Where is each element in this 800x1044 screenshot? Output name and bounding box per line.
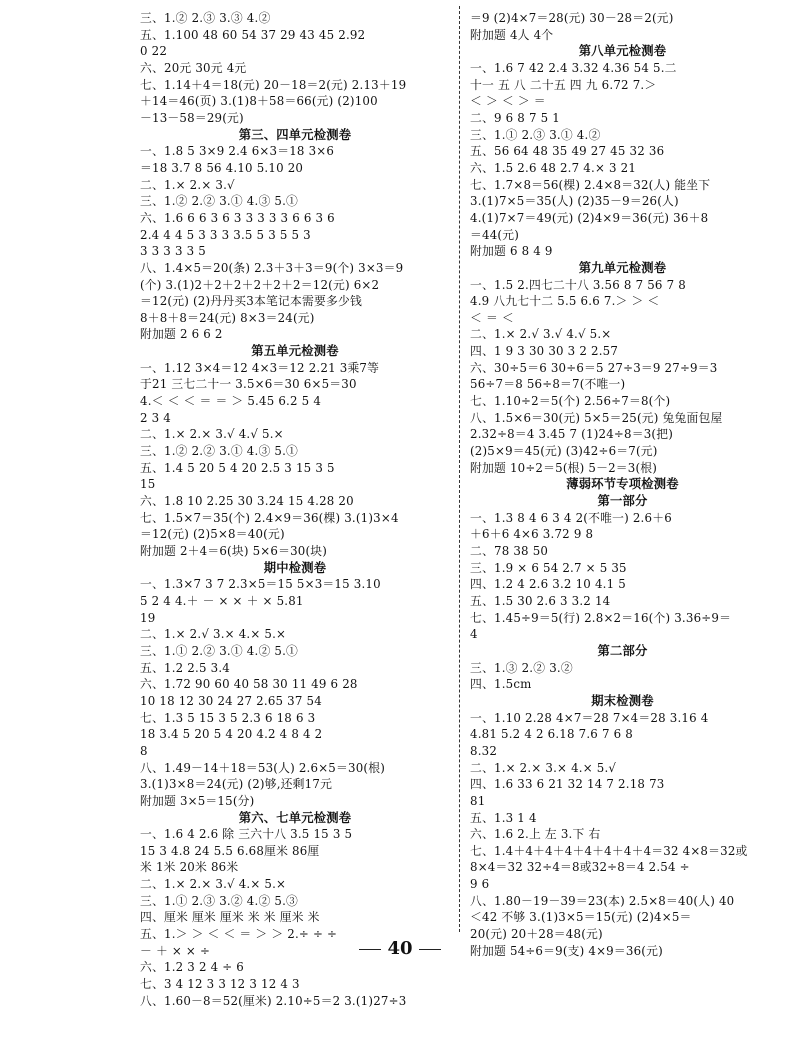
page-number-dash-left: [359, 949, 381, 950]
answer-line: 六、30÷5＝6 30÷6＝5 27÷3＝9 27÷9＝3: [470, 360, 718, 375]
answer-line: 三、1.① 2.② 3.① 4.② 5.①: [140, 643, 299, 658]
answer-line: 二、1.× 2.× 3.× 4.× 5.√: [470, 760, 617, 775]
section-title: 第一部分: [597, 494, 648, 509]
answer-line: 附加题 3×5＝15(分): [140, 793, 255, 808]
answer-line: 10 18 12 30 24 27 2.65 37 54: [140, 693, 322, 708]
answer-line: 20(元) 20＋28＝48(元): [470, 927, 603, 942]
section-title: 第二部分: [597, 643, 648, 658]
answer-line: ＋6＋6 4×6 3.72 9 8: [470, 527, 594, 542]
answer-line: 五、1.2 2.5 3.4: [140, 660, 230, 675]
answer-line: － ＋ × × ÷: [140, 943, 211, 958]
answer-line: 五、56 64 48 35 49 27 45 32 36: [470, 144, 665, 159]
section-title: 第八单元检测卷: [578, 44, 667, 59]
answer-line: 一、1.3×7 3 7 2.3×5＝15 5×3＝15 3.10: [140, 577, 381, 592]
section-title: 第五单元检测卷: [251, 344, 339, 359]
section-title: 薄弱环节专项检测卷: [566, 477, 679, 492]
answer-line: 二、1.× 2.× 3.√ 4.√ 5.×: [140, 427, 284, 442]
answer-line: 四、厘米 厘米 厘米 米 米 厘米 米: [140, 910, 320, 925]
answer-line: 五、1.100 48 60 54 37 29 43 45 2.92: [140, 27, 366, 42]
answer-line: 八、1.80－19－39＝23(本) 2.5×8＝40(人) 40: [470, 893, 735, 908]
answer-line: 81: [470, 793, 486, 808]
section-title: 第九单元检测卷: [578, 260, 667, 275]
section-title: 第六、七单元检测卷: [238, 810, 352, 825]
answer-line: 一、1.10 2.28 4×7＝28 7×4＝28 3.16 4: [470, 710, 709, 725]
answer-line: 六、20元 30元 4元: [140, 60, 247, 75]
answer-line: 3 3 3 3 3 5: [140, 244, 206, 259]
answer-line: 15 3 4.8 24 5.5 6.68厘米 86厘: [140, 843, 320, 858]
answer-line: 五、1.5 30 2.6 3 3.2 14: [470, 593, 611, 608]
answer-line: 一、1.3 8 4 6 3 4 2(不唯一) 2.6＋6: [470, 510, 672, 525]
answer-line: 二、1.× 2.× 3.√ 4.× 5.×: [140, 877, 287, 892]
answer-line: (2)5×9＝45(元) (3)42÷6＝7(元): [470, 444, 658, 459]
page-number-dash-right: [419, 949, 441, 950]
answer-line: 2.4 4 4 5 3 3 3 3.5 5 3 5 5 3: [140, 227, 311, 242]
answer-line: 七、1.10÷2＝5(个) 2.56÷7＝8(个): [470, 394, 671, 409]
answer-line: 18 3.4 5 20 5 4 20 4.2 4 8 4 2: [140, 727, 323, 742]
answer-line: (个) 3.(1)2＋2＋2＋2＋2＋2＝12(元) 6×2: [140, 277, 380, 292]
answer-line: 2.32÷8＝4 3.45 7 (1)24÷8＝3(把): [470, 427, 673, 442]
left-column: [140, 10, 450, 1009]
answer-line: 七、1.45÷9＝5(行) 2.8×2＝16(个) 3.36÷9＝: [470, 610, 732, 625]
answer-line: 8.32: [470, 743, 498, 758]
answer-line: 一、1.6 4 2.6 除 三六十八 3.5 15 3 5: [140, 827, 353, 842]
answer-line: ＝9 (2)4×7＝28(元) 30－28＝2(元): [470, 11, 674, 25]
answer-line: 5 2 4 4.＋ － × × ＋ × 5.81: [140, 593, 304, 608]
answer-line: 15: [140, 477, 156, 492]
answer-line: 4.(1)7×7＝49(元) (2)4×9＝36(元) 36＋8: [470, 210, 709, 225]
answer-line: 附加题 2＋4＝6(块) 5×6＝30(块): [140, 544, 328, 558]
answer-line: 三、1.③ 2.② 3.②: [470, 660, 573, 675]
answer-line: 七、3 4 12 3 3 12 3 12 4 3: [140, 977, 300, 992]
answer-line: 一、1.12 3×4＝12 4×3＝12 2.21 3乘7等: [140, 360, 380, 375]
answer-line: 附加题 2 6 6 2: [140, 327, 223, 342]
answer-line: 8＋8＋8＝24(元) 8×3＝24(元): [140, 310, 315, 325]
answer-line: 五、1.3 1 4: [470, 810, 537, 825]
answer-line: 八、1.5×6＝30(元) 5×5＝25(元) 兔兔面包屋: [470, 410, 723, 425]
answer-line: 一、1.5 2.四七二十八 3.56 8 7 56 7 8: [470, 277, 686, 292]
answer-line: 56÷7＝8 56÷8＝7(不唯一): [470, 377, 626, 392]
answer-line: 六、1.5 2.6 48 2.7 4.× 3 21: [470, 160, 637, 175]
answer-line: 六、1.6 6 6 3 6 3 3 3 3 3 6 6 3 6: [140, 210, 335, 225]
answer-line: ＜ ＞ ＜ ＞ ＝: [470, 94, 546, 109]
answer-line: 四、1.5cm: [470, 677, 532, 692]
answer-line: 五、1.＞ ＞ ＜ ＜ ＝ ＞ ＞ 2.÷ ÷ ÷: [140, 927, 338, 942]
answer-line: 附加题 54÷6＝9(支) 4×9＝36(元): [470, 943, 663, 958]
answer-line: ＝18 3.7 8 56 4.10 5.10 20: [140, 160, 304, 175]
answer-line: ＝12(元) (2)5×8＝40(元): [140, 527, 285, 542]
answer-line: 六、1.6 2.上 左 3.下 右: [470, 827, 601, 842]
section-title: 第三、四单元检测卷: [238, 127, 352, 142]
column-divider: [459, 6, 460, 932]
answer-line: 六、1.8 10 2.25 30 3.24 15 4.28 20: [140, 494, 354, 509]
answer-line: 3.(1)3×8＝24(元) (2)够,还剩17元: [140, 777, 333, 792]
answer-line: 四、1.6 33 6 21 32 14 7 2.18 73: [470, 777, 665, 792]
answer-line: 4: [470, 627, 478, 642]
answer-line: 19: [140, 610, 156, 625]
answer-line: 八、1.4×5＝20(条) 2.3＋3＋3＝9(个) 3×3＝9: [140, 260, 404, 275]
answer-line: ＝12(元) (2)丹丹买3本笔记本需要多少钱: [140, 294, 362, 309]
right-column: [470, 10, 775, 959]
answer-line: 三、1.② 2.② 3.① 4.③ 5.①: [140, 444, 299, 459]
answer-line: 八、1.60－8＝52(厘米) 2.10÷5＝2 3.(1)27÷3: [140, 993, 407, 1008]
answer-line: 七、1.7×8＝56(棵) 2.4×8＝32(人) 能坐下: [470, 177, 711, 192]
answer-line: 4.＜ ＜ ＜ ＝ ＝ ＞ 5.45 6.2 5 4: [140, 394, 322, 409]
answer-line: 8×4＝32 32÷4＝8或32÷8＝4 2.54 ÷: [470, 860, 690, 875]
answer-line: 3.(1)7×5＝35(人) (2)35－9＝26(人): [470, 194, 679, 209]
answer-line: 四、1.2 4 2.6 3.2 10 4.1 5: [470, 577, 626, 592]
answer-line: 四、1 9 3 30 30 3 2 2.57: [470, 344, 619, 359]
answer-line: 三、1.9 × 6 54 2.7 × 5 35: [470, 560, 627, 575]
answer-line: 三、1.② 2.③ 3.③ 4.②: [140, 11, 271, 25]
answer-line: 9 6: [470, 877, 490, 892]
answer-line: 一、1.6 7 42 2.4 3.32 4.36 54 5.二: [470, 60, 677, 75]
answer-line: 一、1.8 5 3×9 2.4 6×3＝18 3×6: [140, 144, 335, 159]
section-title: 期中检测卷: [263, 560, 327, 575]
answer-line: 六、1.2 3 2 4 ÷ 6: [140, 960, 245, 975]
answer-line: 七、1.5×7＝35(个) 2.4×9＝36(棵) 3.(1)3×4: [140, 510, 399, 525]
answer-line: 4.9 八九七十二 5.5 6.6 7.＞ ＞ ＜: [470, 294, 660, 309]
answer-line: 2 3 4: [140, 410, 172, 425]
answer-line: 七、1.4＋4＋4＋4＋4＋4＋4＋4＝32 4×8＝32或: [470, 843, 748, 858]
answer-line: ＜42 不够 3.(1)3×5＝15(元) (2)4×5＝: [470, 910, 692, 925]
answer-line: 附加题 6 8 4 9: [470, 244, 553, 259]
answer-line: ＜ ＝ ＜: [470, 310, 514, 325]
answer-line: －13－58＝29(元): [140, 110, 244, 125]
answer-line: 二、9 6 8 7 5 1: [470, 110, 560, 125]
answer-line: 附加题 4人 4个: [470, 27, 554, 42]
page-number: [0, 938, 800, 959]
answer-line: 二、1.× 2.√ 3.√ 4.√ 5.×: [470, 327, 612, 342]
page-number-text: 40: [387, 938, 413, 959]
answer-line: 二、78 38 50: [470, 544, 549, 558]
section-title: 期末检测卷: [591, 693, 654, 708]
answer-line: 0 22: [140, 44, 168, 59]
answer-line: 4.81 5.2 4 2 6.18 7.6 7 6 8: [470, 727, 633, 742]
answer-line: ＝44(元): [470, 227, 520, 242]
answer-line: 三、1.② 2.② 3.① 4.③ 5.①: [140, 194, 299, 209]
answer-line: 五、1.4 5 20 5 4 20 2.5 3 15 3 5: [140, 460, 335, 475]
answer-line: 十一 五 八 二十五 四 九 6.72 7.＞: [470, 77, 657, 92]
answer-line: 三、1.① 2.③ 3.② 4.② 5.③: [140, 893, 299, 908]
answer-line: 附加题 10÷2＝5(根) 5－2＝3(根): [470, 460, 658, 475]
answer-line: 8: [140, 743, 148, 758]
answer-line: 二、1.× 2.√ 3.× 4.× 5.×: [140, 627, 287, 642]
answer-line: 八、1.49－14＋18＝53(人) 2.6×5＝30(根): [140, 760, 385, 775]
answer-line: 七、1.14＋4＝18(元) 20－18＝2(元) 2.13＋19: [140, 77, 407, 92]
answer-line: ＋14＝46(页) 3.(1)8＋58＝66(元) (2)100: [140, 94, 378, 109]
answer-line: 米 1米 20米 86米: [140, 860, 239, 875]
answer-line: 七、1.3 5 15 3 5 2.3 6 18 6 3: [140, 710, 316, 725]
answer-line: 二、1.× 2.× 3.√: [140, 177, 235, 192]
answer-line: 于21 三七二十一 3.5×6＝30 6×5＝30: [140, 377, 357, 392]
answer-line: 六、1.72 90 60 40 58 30 11 49 6 28: [140, 677, 358, 692]
answer-line: 三、1.① 2.③ 3.① 4.②: [470, 127, 601, 142]
